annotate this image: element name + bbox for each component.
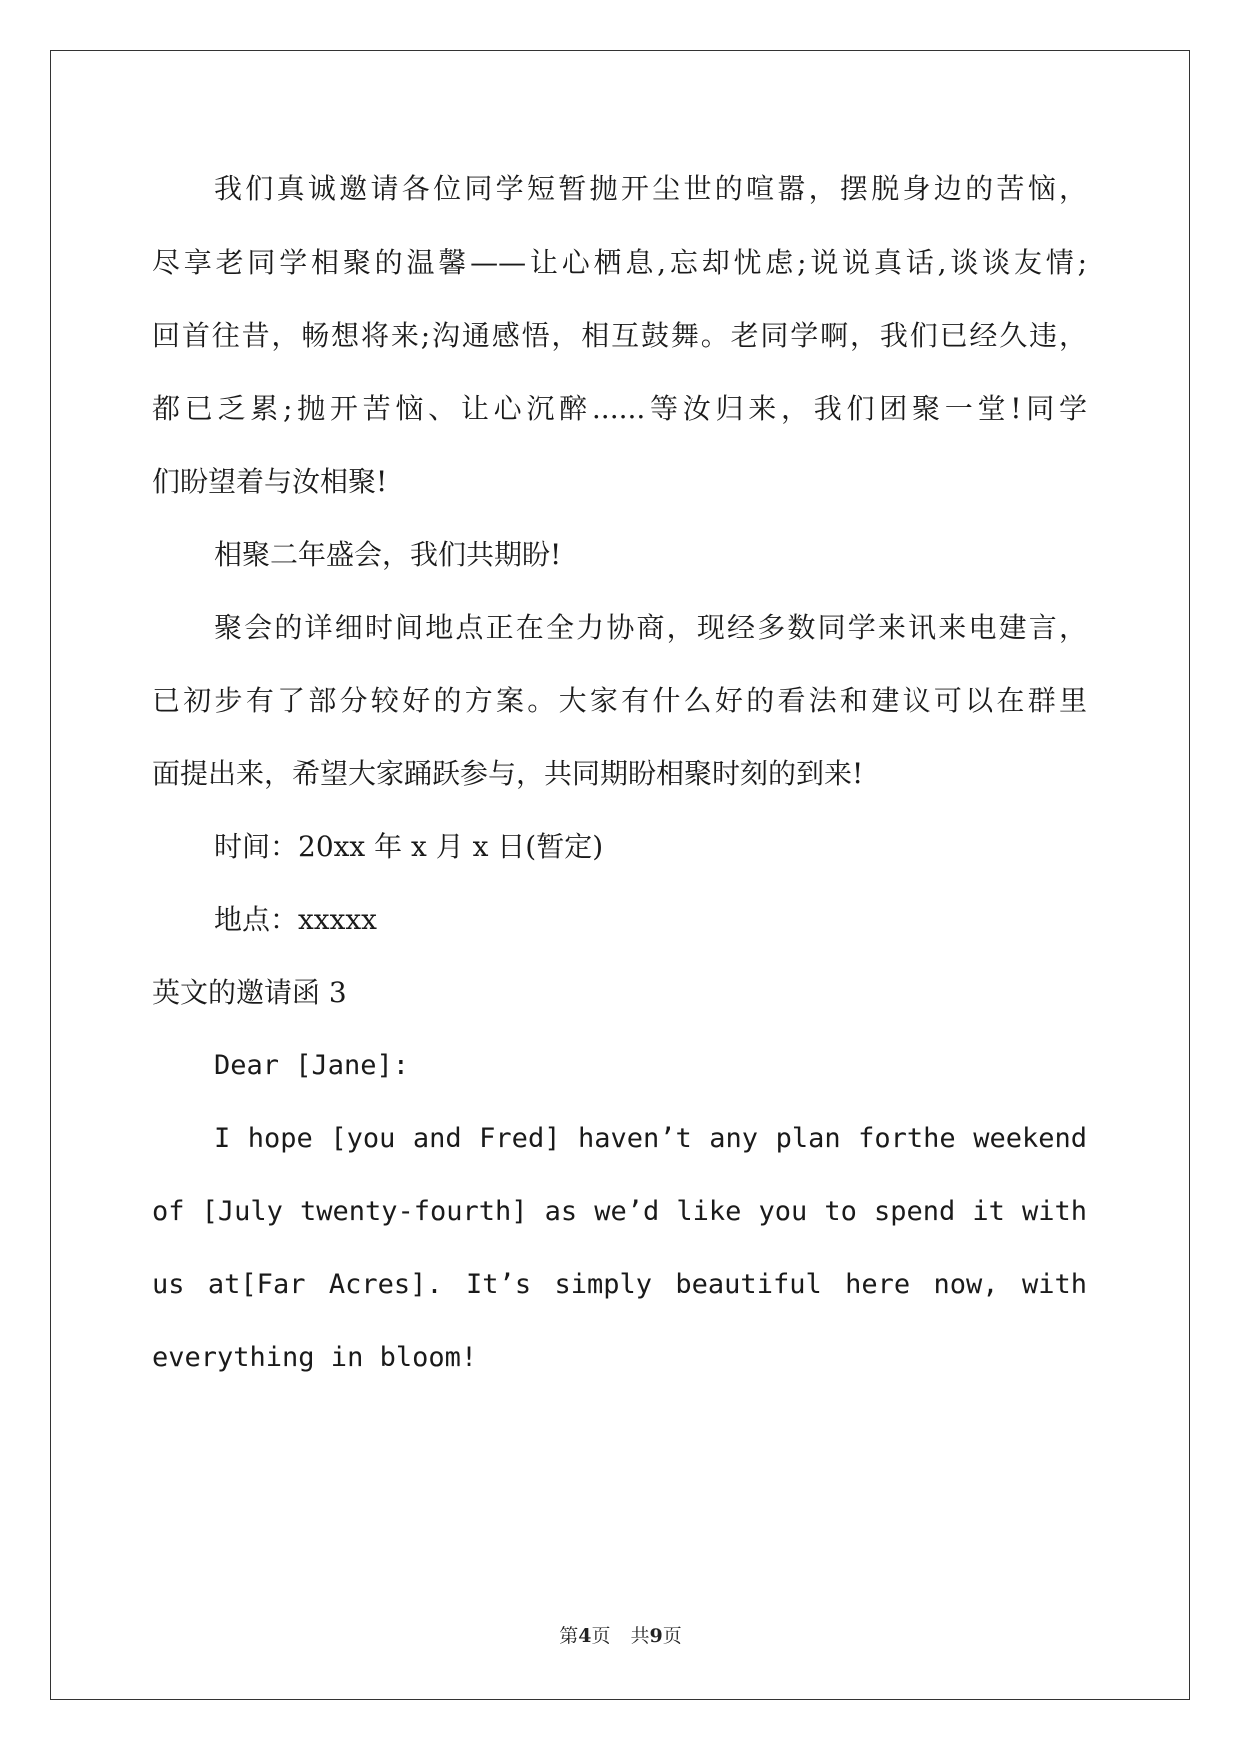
- place-line: 地点：xxxxx: [214, 903, 377, 936]
- total-pages-prefix: 共: [630, 1625, 650, 1647]
- current-page-number: 4: [578, 1625, 592, 1647]
- paragraph-1-line-1: 我们真诚邀请各位同学短暂抛开尘世的喧嚣，摆脱身边的苦恼，: [214, 172, 1087, 205]
- section-title: 英文的邀请函 3: [152, 976, 347, 1009]
- page-footer: [0, 1624, 1241, 1648]
- total-pages-suffix: 页: [662, 1625, 682, 1647]
- paragraph-3-line-1: 聚会的详细时间地点正在全力协商，现经多数同学来讯来电建言，: [214, 611, 1087, 644]
- paragraph-1-line-3: 回首往昔，畅想将来;沟通感悟，相互鼓舞。老同学啊，我们已经久违，: [152, 319, 1087, 352]
- paragraph-1-line-5: 们盼望着与汝相聚!: [152, 465, 388, 498]
- paragraph-1-line-2: 尽享老同学相聚的温馨——让心栖息,忘却忧虑;说说真话,谈谈友情;: [152, 246, 1087, 279]
- time-line: 时间：20xx 年 x 月 x 日(暂定): [214, 830, 604, 863]
- total-page-count: 9: [649, 1625, 663, 1647]
- english-paragraph-line-3: us at[Far Acres]. It’s simply beautiful here now, with: [152, 1269, 1087, 1300]
- paragraph-1-line-4: 都已乏累;抛开苦恼、让心沉醉......等汝归来，我们团聚一堂!同学: [152, 392, 1087, 425]
- page-frame: [50, 50, 1190, 1700]
- page-number-suffix: 页: [591, 1625, 611, 1647]
- paragraph-2-line-1: 相聚二年盛会，我们共期盼!: [214, 538, 562, 571]
- english-paragraph-line-2: of [July twenty-fourth] as we’d like you to spend it with: [152, 1196, 1087, 1227]
- english-paragraph-line-1: I hope [you and Fred] haven’t any plan forthe weekend: [214, 1123, 1087, 1154]
- salutation: Dear [Jane]:: [214, 1050, 410, 1081]
- english-paragraph-line-4: everything in bloom!: [152, 1342, 478, 1373]
- page-number-prefix: 第: [559, 1625, 579, 1647]
- paragraph-3-line-2: 已初步有了部分较好的方案。大家有什么好的看法和建议可以在群里: [152, 684, 1087, 717]
- paragraph-3-line-3: 面提出来，希望大家踊跃参与，共同期盼相聚时刻的到来!: [152, 757, 864, 790]
